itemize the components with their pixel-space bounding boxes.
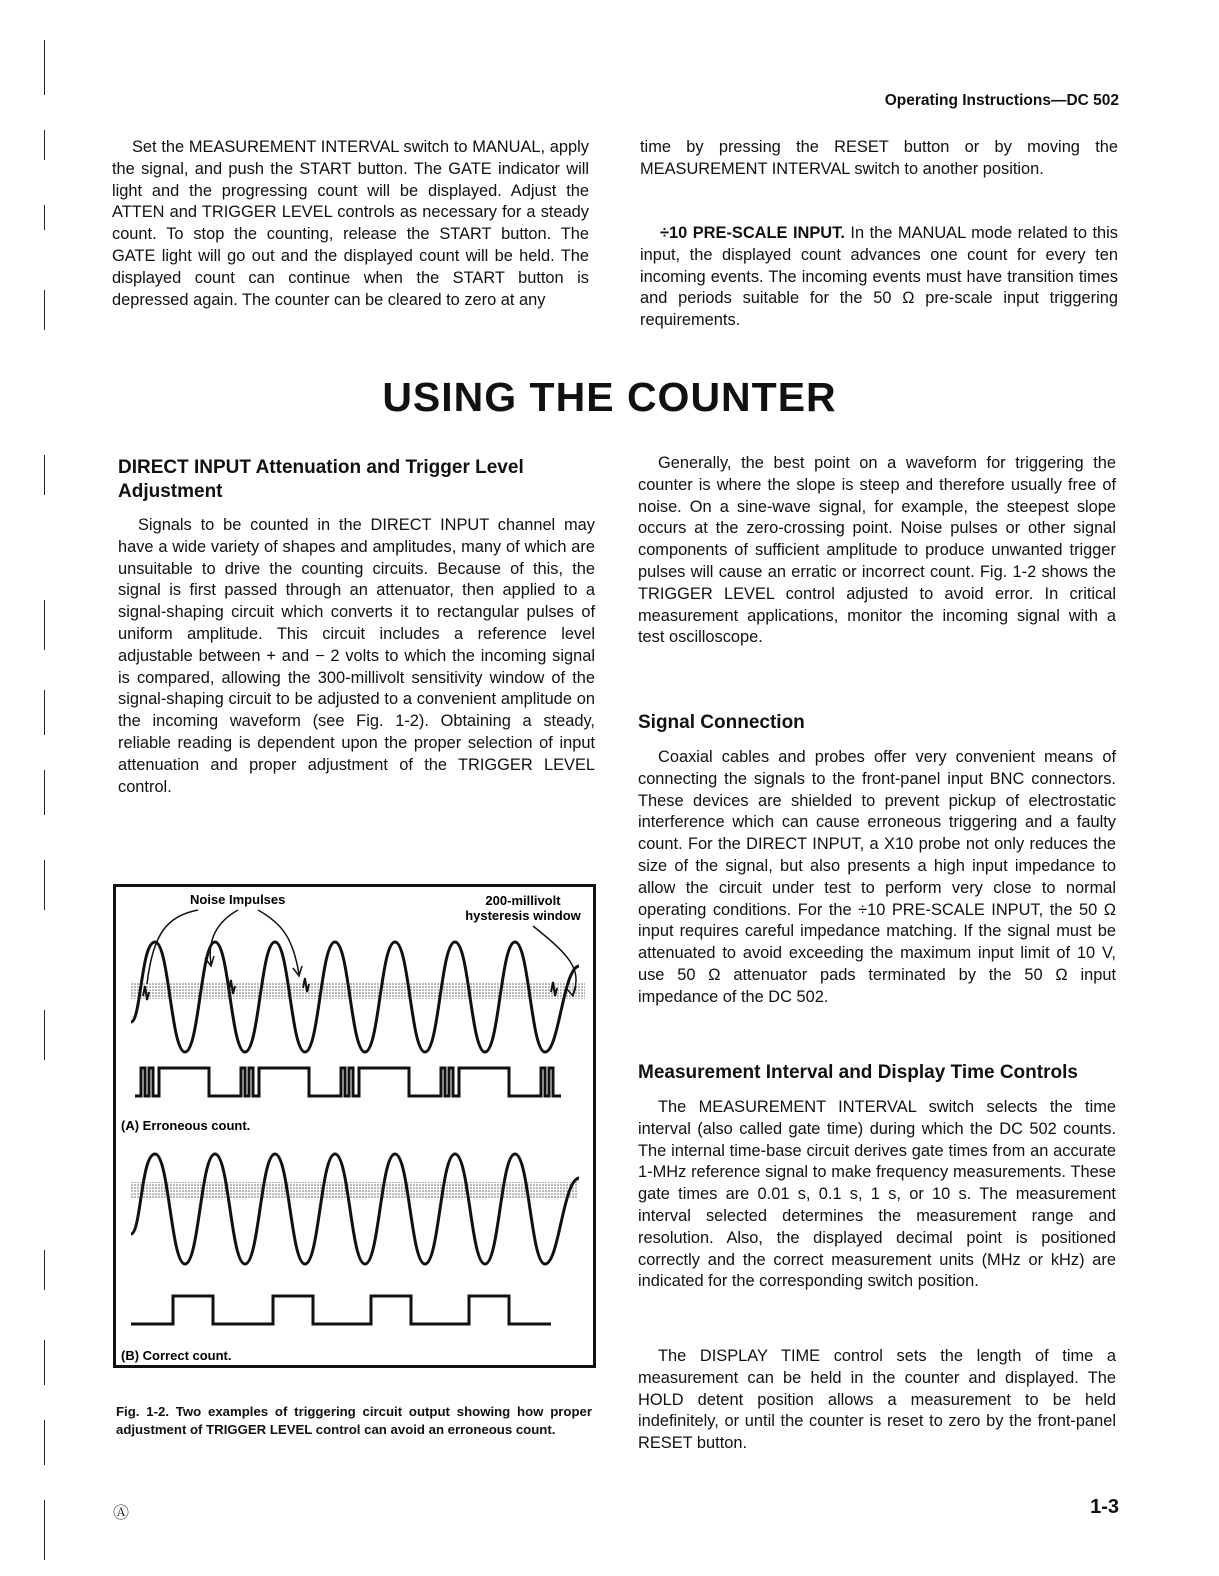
binder-edge-mark [44, 1010, 45, 1060]
noise-arrow [147, 910, 198, 984]
binder-edge-mark [44, 205, 45, 230]
binder-edge-mark [44, 1420, 45, 1465]
section-title: USING THE COUNTER [382, 374, 837, 420]
interval-paragraph: The MEASUREMENT INTERVAL switch selects the time interval (also called gate time) during which the DC 502 counts. The internal time-base circuit derives gate times from an accurate 1-MHz reference signal to make frequency measurements. These gate times are 0.01 s, 0.1 s, 1 s, or 10 s. The measurement interval selected determines the measurement range and resolution. Also, the displayed decimal point is positioned correctly and the correct measurement units (MHz or kHz) are indicated for the corresponding switch position. [638, 1098, 1116, 1291]
direct-input-paragraph: Signals to be counted in the DIRECT INPUT channel may have a wide variety of shapes and amplitudes, many of which are unsuitable to drive the counting circuits. Because of this, the signal is first passed through an attenuator, then applied to a signal-shaping circuit which converts it to rectangular pulses of uniform amplitude. This circuit includes a reference level adjustable between + and − 2 volts to which the incoming signal is compared, allowing the 300-millivolt sensitivity window of the signal-shaping circuit to be adjusted to a convenient amplitude on the incoming waveform (see Fig. 1-2). Obtaining a steady, reliable reading is dependent upon the proper selection of input attenuation and proper adjustment of the TRIGGER LEVEL control. [118, 516, 595, 796]
display-time-paragraph: The DISPLAY TIME control sets the length of time a measurement can be held in the counter and displayed. The HOLD detent position allows a measurement to be held indefinitely, or until the counter is reset to zero by the front-panel RESET button. [638, 1347, 1116, 1453]
binder-edge-mark [44, 290, 45, 330]
noise-label: Noise Impulses [190, 892, 286, 907]
binder-edge-mark [44, 455, 45, 495]
binder-edge-mark [44, 130, 45, 160]
waveform-b [131, 1154, 579, 1264]
page-number: 1-3 [1090, 1496, 1119, 1518]
window-label-line1: 200-millivolt [485, 893, 561, 908]
tektronix-logo: Ⓐ [113, 1505, 130, 1522]
hysteresis-band-a [130, 982, 585, 999]
binder-edge-mark [44, 860, 45, 910]
label-b: (B) Correct count. [121, 1348, 232, 1363]
manual-mode-paragraph: Set the MEASUREMENT INTERVAL switch to MANUAL, apply the signal, and push the START button. The GATE indicator will light and the progressing count will be displayed. Adjust the ATTEN and TRIGGER LEVEL controls as necessary for a steady count. To stop the counting, release the START button. The GATE light will go out and the displayed count will be held. The displayed count can continue when the START button is depressed again. The counter can be cleared to zero at any [112, 138, 589, 309]
hysteresis-band-b [130, 1182, 578, 1199]
binder-edge-mark [44, 1500, 45, 1560]
pulse-train-a [135, 1068, 561, 1096]
reset-paragraph: time by pressing the RESET button or by moving the MEASUREMENT INTERVAL switch to another position. [640, 138, 1118, 178]
interval-heading: Measurement Interval and Display Time Controls [638, 1062, 1078, 1083]
binder-edge-mark [44, 40, 45, 95]
binder-edge-mark [44, 690, 45, 735]
figure-1-2 [113, 884, 596, 1368]
direct-input-heading: DIRECT INPUT Attenuation and Trigger Level Adjustment [118, 457, 524, 502]
signal-connection-heading: Signal Connection [638, 712, 805, 733]
prescale-lead: ÷10 PRE-SCALE INPUT. [660, 224, 845, 242]
figure-caption: Fig. 1-2. Two examples of triggering circuit output showing how proper adjustment of TRIGGER LEVEL control can avoid an erroneous count. [116, 1404, 592, 1437]
pulse-train-b [131, 1296, 551, 1324]
running-header: Operating Instructions—DC 502 [884, 92, 1119, 109]
binder-edge-mark [44, 1250, 45, 1290]
label-a: (A) Erroneous count. [121, 1118, 251, 1133]
prescale-paragraph [640, 223, 1118, 332]
binder-edge-mark [44, 770, 45, 815]
binder-edge-mark [44, 600, 45, 650]
binder-edge-mark [44, 1340, 45, 1385]
window-label-line2: hysteresis window [465, 908, 581, 923]
triggering-paragraph: Generally, the best point on a waveform for triggering the counter is where the slope is steep and therefore usually free of noise. On a sine-wave signal, for example, the steepest slope occurs at the zero-crossing point. Noise pulses or other signal components of sufficient amplitude to produce unwanted trigger pulses will cause an erratic or incorrect count. Fig. 1-2 shows the TRIGGER LEVEL control adjusted to avoid error. In critical measurement applications, monitor the incoming signal with a test oscilloscope. [638, 454, 1116, 647]
signal-connection-paragraph: Coaxial cables and probes offer very convenient means of connecting the signals to the front-panel input BNC connectors. These devices are shielded to prevent pickup of electrostatic interference which can cause erroneous triggering and a faulty count. For the DIRECT INPUT, a X10 probe not only reduces the size of the signal, but also presents a high input impedance to allow the circuit under test to perform very close to normal operating conditions. For the ÷10 PRE-SCALE INPUT, the 50 Ω input requires careful impedance matching. If the signal must be attenuated to avoid exceeding the maximum input limit of 10 V, use 50 Ω attenuator pads terminated by the 50 Ω input impedance of the DC 502. [638, 748, 1116, 1006]
prescale-text: In the MANUAL mode related to this input, the displayed count advances one count for every ten incoming events. The incoming events must have transition times and periods suitable for the 50 Ω pre-scale input triggering requirements. [640, 224, 1118, 330]
